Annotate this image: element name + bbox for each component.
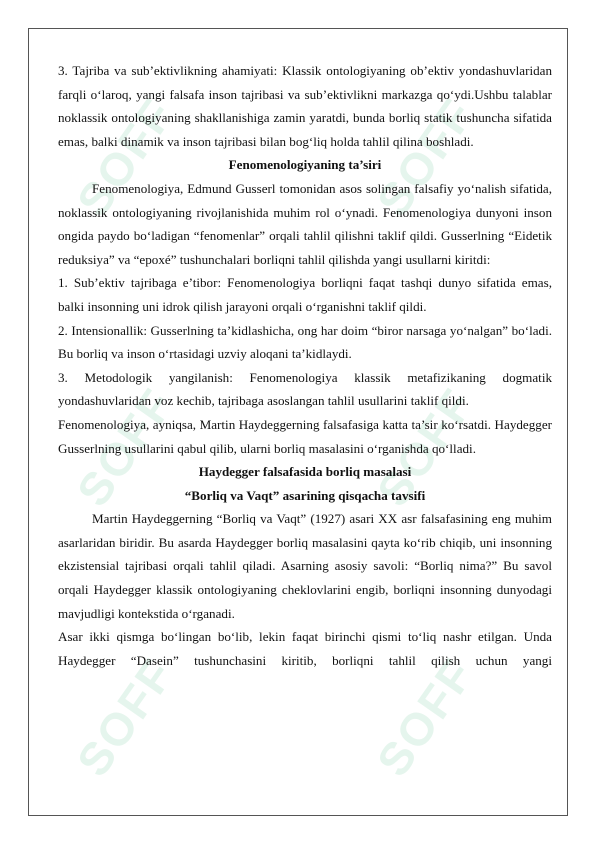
watermark: SOFF <box>66 378 185 516</box>
watermark: SOFF <box>66 88 185 226</box>
paragraph: Asar ikki qismga bo‘lingan bo‘lib, lekin faqat birinchi qismi to‘liq nashr etilgan. Unda Haydegger “Dasein” tushunchasini kiritib, borliqni tahlil qilish uchun yangi <box>58 629 552 668</box>
document-body <box>58 59 552 672</box>
watermark: SOFF <box>366 88 485 226</box>
watermark: SOFF <box>366 648 485 786</box>
watermark: SOFF <box>66 648 185 786</box>
watermark: SOFF <box>366 378 485 516</box>
paragraph: Martin Haydeggerning “Borliq va Vaqt” (1927) asari XX asr falsafasining eng muhim asarlaridan biridir. Bu asarda Haydegger borliq masalasini qayta ko‘rib chiqib, uni insonning ekzistensial tajribasi orqali tahlil qiladi. Asarning asosiy savoli: “Borliq nima?” Bu savol orqali Haydegger klassik ontologiyaning cheklovlarini engib, borliqni insonning dunyodagi mavjudligi kontekstida o‘rganadi. <box>58 511 552 621</box>
subsection-heading: “Borliq va Vaqt” asarining qisqacha tavsifi <box>184 487 426 503</box>
paragraph: Fenomenologiya, ayniqsa, Martin Haydeggerning falsafasiga katta ta’sir ko‘rsatdi. Haydegger Gusserlning usullarini qabul qilib, ularni borliq masalasini o‘rganishda qo‘lladi. <box>58 416 552 456</box>
list-item: 2. Intensionallik: Gusserlning ta’kidlashicha, ong har doim “biror narsaga yo‘nalgan” bo‘ladi. Bu borliq va inson o‘rtasidagi uzviy aloqani ta’kidlaydi. <box>58 322 552 362</box>
section-heading: Haydegger falsafasida borliq masalasi <box>198 464 412 480</box>
paragraph: Fenomenologiya, Edmund Gusserl tomonidan asos solingan falsafiy yo‘nalish sifatida, noklassik ontologiyaning rivojlanishida muhim rol o‘ynadi. Fenomenologiya dunyoni inson ongida paydo bo‘ladigan “fenomenlar” orqali tahlil qilishni taklif qildi. Gusserlning “Eidetik reduksiya” va “epoxé” tushunchalari borliqni tahlil qilishda yangi usullarni kiritdi: <box>58 180 552 267</box>
paragraph: 3. Tajriba va sub’ektivlikning ahamiyati: Klassik ontologiyaning ob’ektiv yondashuvlaridan farqli o‘laroq, yangi falsafa inson tajribasi va sub’ektivlikni markazga qo‘ydi.Ushbu talablar noklassik ontologiyaning shakllanishiga zamin yaratdi, bunda borliq statik tushuncha sifatida emas, balki dinamik va inson tajribasi bilan bog‘liq holda tahlil qilina boshladi. <box>58 63 552 149</box>
list-item: 3. Metodologik yangilanish: Fenomenologiya klassik metafizikaning dogmatik yondashuvlaridan voz kechib, tajribaga asoslangan tahlil usullarini taklif qildi. <box>58 369 552 409</box>
section-heading: Fenomenologiyaning ta’siri <box>228 157 382 173</box>
list-item: 1. Sub’ektiv tajribaga e’tibor: Fenomenologiya borliqni faqat tashqi dunyo sifatida emas, balki insonning uni idrok qilish jarayoni orqali o‘rganishni taklif qildi. <box>58 275 552 314</box>
